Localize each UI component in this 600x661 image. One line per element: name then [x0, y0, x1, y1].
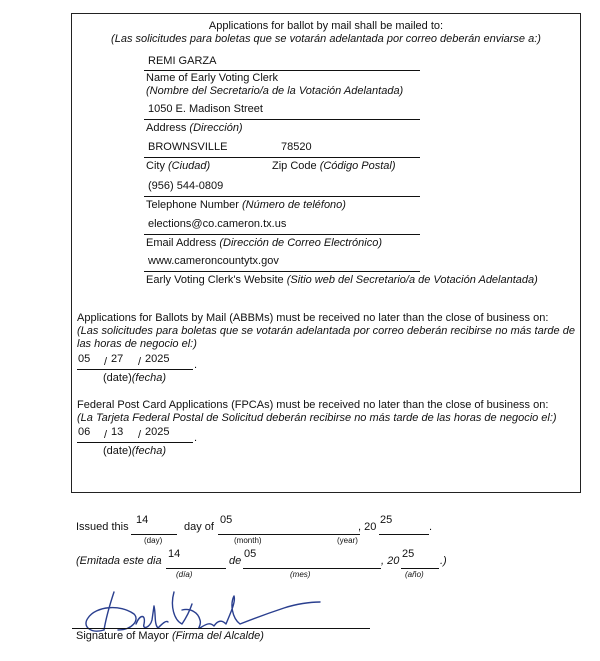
city-value: BROWNSVILLE	[148, 141, 228, 153]
clerk-name-label: Name of Early Voting Clerk	[146, 72, 279, 84]
header-line-2: (Las solicitudes para boletas que se votarán adelantada por correo deberán enviarse a:)	[111, 33, 541, 45]
zip-value: 78520	[281, 141, 312, 153]
issued-lbl-year: (year)	[337, 536, 358, 545]
fpca-date-label: (date)(fecha)	[103, 445, 166, 457]
fpca-text: Federal Post Card Applications (FPCAs) must be received no later than the close of business on:	[77, 399, 549, 411]
website-value: www.cameroncountytx.gov	[148, 255, 279, 267]
email-value: elections@co.cameron.tx.us	[148, 218, 287, 230]
phone-value: (956) 544-0809	[148, 180, 224, 192]
address-value: 1050 E. Madison Street	[148, 103, 263, 115]
clerk-name-line	[144, 70, 420, 71]
issued-month: 05	[220, 514, 233, 526]
emitida-lbl-year: (año)	[405, 570, 424, 579]
issued-prefix: Issued this	[76, 521, 129, 533]
issued-day-of: day of	[184, 521, 214, 533]
city-zip-line	[144, 157, 420, 158]
fpca-year: 2025	[145, 426, 170, 438]
fpca-month: 06	[78, 426, 91, 438]
fpca-date-line	[77, 442, 193, 443]
abbm-day: 27	[111, 353, 124, 365]
fpca-sep-2: /	[138, 429, 142, 441]
issued-lbl-day: (day)	[144, 536, 163, 545]
emitida-day-line	[166, 568, 226, 569]
fpca-day: 13	[111, 426, 124, 438]
issued-day: 14	[136, 514, 149, 526]
emitida-prefix: (Emitada este dia	[76, 555, 162, 567]
phone-label: Telephone Number (Número de teléfono)	[146, 199, 346, 211]
issued-century: , 20	[358, 521, 377, 533]
website-label: Early Voting Clerk's Website (Sitio web del Secretario/a de Votación Adelantada)	[146, 274, 538, 286]
clerk-name-label-es: (Nombre del Secretario/a de la Votación Adelantada)	[146, 85, 404, 97]
abbm-year: 2025	[145, 353, 170, 365]
issued-year-line	[379, 534, 429, 535]
issued-year: 25	[380, 514, 393, 526]
signature-label: Signature of Mayor (Firma del Alcalde)	[76, 630, 264, 642]
clerk-name-value: REMI GARZA	[148, 55, 217, 67]
emitida-de: de	[229, 555, 242, 567]
zip-label: Zip Code (Código Postal)	[272, 160, 396, 172]
emitida-end: .)	[440, 555, 447, 567]
abbm-text: Applications for Ballots by Mail (ABBMs) must be received no later than the close of business on:	[77, 312, 549, 324]
phone-line	[144, 196, 420, 197]
issued-lbl-month: (month)	[234, 536, 262, 545]
abbm-text-es: (Las solicitudes para boletas que se votarán adelantada por correo deberán recibirse no más tarde de las horas de negocio el:)	[77, 325, 575, 350]
signature-strokes	[86, 592, 320, 631]
emitida-century: , 20	[381, 555, 400, 567]
abbm-sep-1: /	[104, 356, 108, 368]
email-label: Email Address (Dirección de Correo Electrónico)	[146, 237, 382, 249]
abbm-date-label: (date)(fecha)	[103, 372, 166, 384]
fpca-end: .	[194, 432, 198, 444]
header-line-1: Applications for ballot by mail shall be mailed to:	[208, 20, 444, 32]
issued-end: .	[429, 521, 433, 533]
fpca-text-es: (La Tarjeta Federal Postal de Solicitud deberán recibirse no más tarde de las horas de negocio el:)	[77, 412, 557, 424]
fpca-sep-1: /	[104, 429, 108, 441]
emitida-lbl-month: (mes)	[290, 570, 311, 579]
abbm-sep-2: /	[138, 356, 142, 368]
issued-month-line	[218, 534, 360, 535]
website-line	[144, 271, 420, 272]
issued-day-line	[131, 534, 177, 535]
emitida-month: 05	[244, 548, 257, 560]
emitida-month-line	[243, 568, 381, 569]
email-line	[144, 234, 420, 235]
emitida-lbl-day: (día)	[176, 570, 193, 579]
emitida-day: 14	[168, 548, 181, 560]
emitida-year-line	[401, 568, 439, 569]
address-label: Address (Dirección)	[146, 122, 243, 134]
address-line	[144, 119, 420, 120]
abbm-month: 05	[78, 353, 91, 365]
city-label: City (Ciudad)	[146, 160, 211, 172]
signature-line	[72, 628, 370, 629]
abbm-end: .	[194, 359, 198, 371]
emitida-year: 25	[402, 548, 415, 560]
abbm-date-line	[77, 369, 193, 370]
